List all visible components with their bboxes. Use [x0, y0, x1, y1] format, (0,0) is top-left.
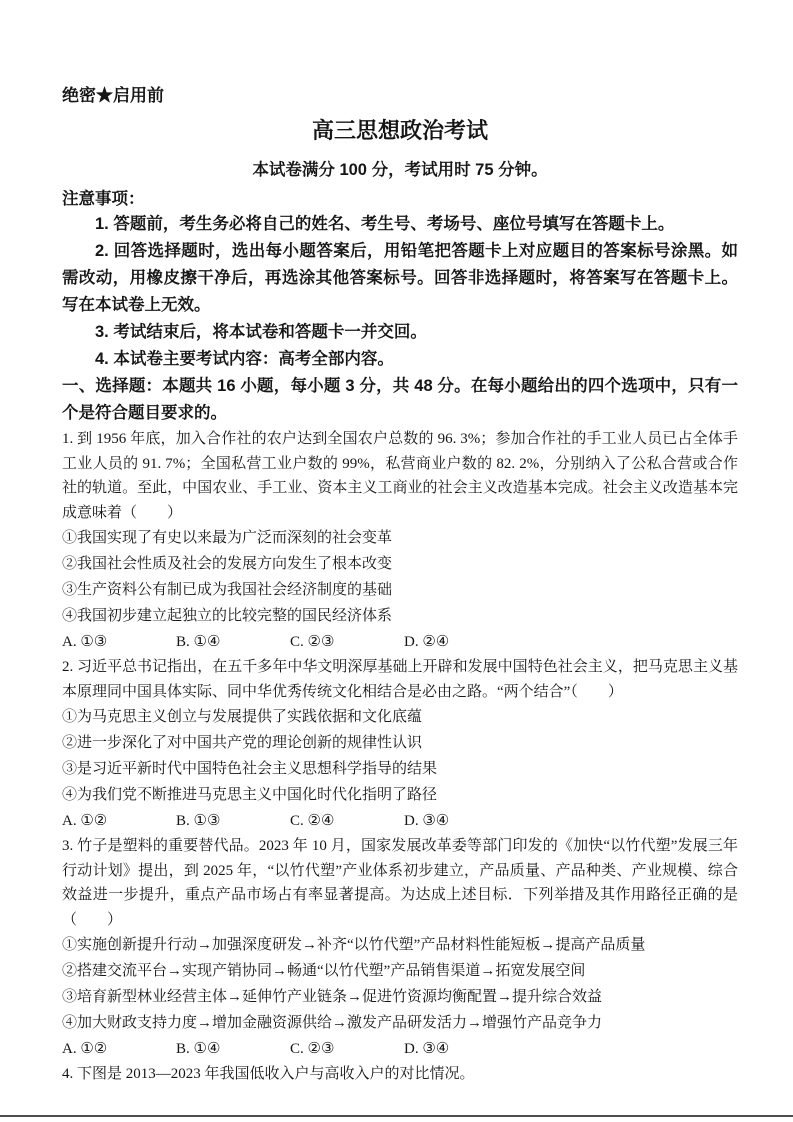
- choice-option-a: A. ①②: [62, 813, 108, 829]
- question-statement: ④为我们党不断推进马克思主义中国化时代化指明了路径: [62, 787, 438, 803]
- notice-item: 1. 答题前，考生务必将自己的姓名、考生号、考场号、座位号填写在答题卡上。: [95, 215, 675, 233]
- choice-option-d: D. ③④: [404, 1041, 450, 1057]
- question-statement: ④加大财政支持力度→增加金融资源供给→激发产品研发活力→增强竹产品竞争力: [62, 1015, 603, 1031]
- choice-option-b: B. ①④: [176, 1041, 221, 1057]
- choice-option-a: A. ①③: [62, 634, 108, 650]
- question-stem: 1. 到 1956 年底，加入合作社的农户达到全国农户总数的 96. 3%；参加合作社的手工业人员已占全体手工业人员的 91. 7%；全国私营工业户数的 99%，私营商业户数的 82. 2%，分别纳入了公私合营或合作社的轨道。至此，中国农业、手工业、资本主义工商业的社会主义改造基本完成。社会主义改造基本完成意味着（ ）: [62, 431, 738, 521]
- choice-option-c: C. ②③: [290, 634, 335, 650]
- choice-option-b: B. ①③: [176, 813, 221, 829]
- choice-option-a: A. ①②: [62, 1041, 108, 1057]
- question-statement: ③是习近平新时代中国特色社会主义思想科学指导的结果: [62, 761, 438, 777]
- question-statement: ④我国初步建立起独立的比较完整的国民经济体系: [62, 608, 393, 624]
- question-stem: 2. 习近平总书记指出，在五千多年中华文明深厚基础上开辟和发展中国特色社会主义，把马克思主义基本原理同中国具体实际、同中华优秀传统文化相结合是必由之路。“两个结合”（ ）: [62, 659, 738, 700]
- choice-option-c: C. ②③: [290, 1041, 335, 1057]
- choice-row: [62, 1036, 738, 1062]
- notice-item: 3. 考试结束后，将本试卷和答题卡一并交回。: [95, 323, 427, 341]
- security-label: 绝密★启用前: [62, 86, 164, 105]
- choice-option-b: B. ①④: [176, 634, 221, 650]
- question-block-3: [62, 834, 738, 1062]
- choice-option-d: D. ②④: [404, 634, 450, 650]
- question-statement: ①为马克思主义创立与发展提供了实践依据和文化底蕴: [62, 709, 423, 725]
- choice-row: [62, 629, 738, 655]
- question-statement: ②进一步深化了对中国共产党的理论创新的规律性认识: [62, 735, 423, 751]
- choice-row: [62, 808, 738, 834]
- question-stem: 4. 下图是 2013—2023 年我国低收入户与高收入户的对比情况。: [62, 1066, 475, 1082]
- question-stem: 3. 竹子是塑料的重要替代品。2023 年 10 月，国家发展改革委等部门印发的《加快“以竹代塑”发展三年行动计划》提出，到 2025 年，“以竹代塑”产业体系初步建立，产品质量、产品种类、产业规模、综合效益进一步提升，重点产品市场占有率显著提高。为达成上述目标．下列举措及其作用路径正确的是（ ）: [62, 838, 738, 928]
- choice-option-d: D. ③④: [404, 813, 450, 829]
- choice-option-c: C. ②④: [290, 813, 335, 829]
- question-block-4: [62, 1062, 738, 1087]
- exam-title: 高三思想政治考试: [311, 118, 488, 143]
- question-block-1: [62, 427, 738, 655]
- question-block-2: [62, 655, 738, 834]
- question-statement: ②搭建交流平台→实现产销协同→畅通“以竹代塑”产品销售渠道→拓宽发展空间: [62, 963, 586, 979]
- question-statement: ③生产资料公有制已成为我国社会经济制度的基础: [62, 582, 393, 598]
- notices-heading: 注意事项：: [62, 190, 145, 208]
- notice-item: 4. 本试卷主要考试内容：高考全部内容。: [95, 350, 394, 368]
- notice-item: 2. 回答选择题时，选出每小题答案后，用铅笔把答题卡上对应题目的答案标号涂黑。如需改动，用橡皮擦干净后，再选涂其他答案标号。回答非选择题时，将答案写在答题卡上。写在本试卷上无效。: [62, 242, 738, 314]
- question-statement: ②我国社会性质及社会的发展方向发生了根本改变: [62, 556, 393, 572]
- exam-subtitle: 本试卷满分 100 分，考试用时 75 分钟。: [252, 161, 548, 179]
- page-bottom-border: [0, 1115, 793, 1117]
- question-statement: ①实施创新提升行动→加强深度研发→补齐“以竹代塑”产品材料性能短板→提高产品质量: [62, 937, 646, 953]
- question-statement: ①我国实现了有史以来最为广泛而深刻的社会变革: [62, 530, 393, 546]
- exam-page: [62, 86, 738, 1087]
- mcq-section-heading: 一、选择题：本题共 16 小题，每小题 3 分，共 48 分。在每小题给出的四个选项中，只有一个是符合题目要求的。: [62, 377, 738, 422]
- question-statement: ③培育新型林业经营主体→延伸竹产业链条→促进竹资源均衡配置→提升综合效益: [62, 989, 603, 1005]
